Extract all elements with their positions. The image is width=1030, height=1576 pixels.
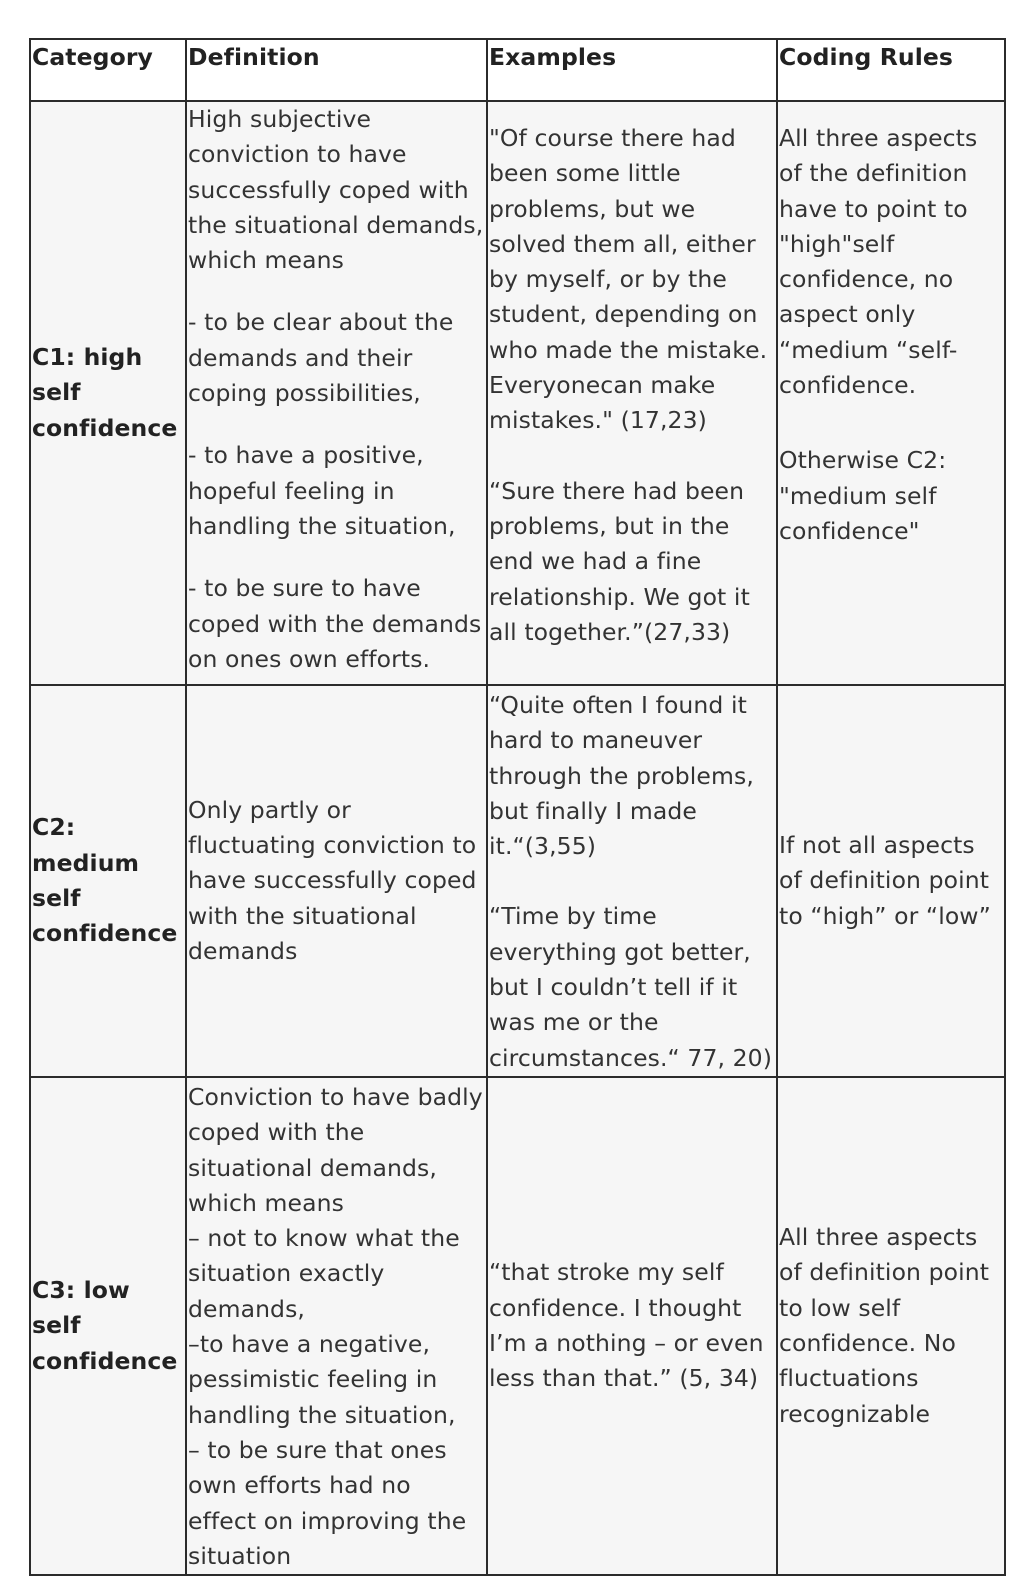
- coding-rule-text: All three aspects of definition point to low self confidence. No fluctuations recognizable: [779, 1223, 990, 1428]
- category-label: C3: low self confidence: [32, 1276, 178, 1375]
- definition-text: Conviction to have badly coped with the situational demands, which means: [188, 1082, 483, 1217]
- table-row: [30, 685, 1005, 1077]
- category-label: C2: medium self confidence: [32, 813, 178, 948]
- definition-text: - to be sure to have coped with the demands on ones own efforts.: [188, 574, 482, 673]
- definition-text: High subjective conviction to have successfully coped with the situational demands, which means: [188, 105, 484, 275]
- example-quote: “Quite often I found it hard to maneuver through the problems, but finally I made it.“(3,55): [489, 691, 754, 861]
- coding-rules-cell: [777, 685, 1005, 1077]
- coding-rule-text: If not all aspects of definition point to “high” or “low”: [779, 831, 991, 930]
- examples-cell: [487, 101, 777, 685]
- header-row: [30, 39, 1005, 101]
- coding-rule-text: Otherwise C2: "medium self confidence": [779, 446, 947, 545]
- coding-rules-cell: [777, 101, 1005, 685]
- header-examples: Examples: [487, 39, 777, 101]
- coding-rule-text: All three aspects of the definition have to point to "high"self confidence, no aspect only “medium “self-confidence.: [779, 124, 978, 400]
- examples-cell: [487, 1077, 777, 1575]
- category-cell: [30, 101, 186, 685]
- example-quote: "Of course there had been some little problems, but we solved them all, either by myself, or by the student, depending on who made the mistake. Everyonecan make mistakes." (17,23): [489, 124, 768, 435]
- example-quote: “that stroke my self confidence. I thought I’m a nothing – or even less than that.” (5, 34): [489, 1258, 764, 1393]
- definition-cell: [186, 1077, 487, 1575]
- examples-cell: [487, 685, 777, 1077]
- coding-table: [29, 38, 1006, 1576]
- example-quote: “Time by time everything got better, but I couldn’t tell if it was me or the circumstances.“ 77, 20): [489, 902, 773, 1072]
- definition-text: – not to know what the situation exactly demands,: [188, 1224, 460, 1323]
- definition-text: - to be clear about the demands and their coping possibilities,: [188, 308, 454, 408]
- table-row: [30, 1077, 1005, 1575]
- example-quote: “Sure there had been problems, but in the end we had a fine relationship. We got it all together.”(27,33): [489, 476, 750, 646]
- definition-text: - to have a positive, hopeful feeling in handling the situation,: [188, 441, 456, 540]
- definition-text: Only partly or fluctuating conviction to have successfully coped with the situational demands: [188, 795, 477, 965]
- coding-rules-cell: [777, 1077, 1005, 1575]
- category-label: C1: high self confidence: [32, 343, 178, 442]
- header-category: Category: [30, 39, 186, 101]
- header-coding-rules: Coding Rules: [777, 39, 1005, 101]
- definition-text: – to be sure that ones own efforts had no effect on improving the situation: [188, 1435, 467, 1570]
- definition-cell: [186, 101, 487, 685]
- definition-cell: [186, 685, 487, 1077]
- definition-text: –to have a negative, pessimistic feeling in handling the situation,: [188, 1330, 456, 1429]
- table-row: [30, 101, 1005, 685]
- category-cell: [30, 685, 186, 1077]
- category-cell: [30, 1077, 186, 1575]
- header-definition: Definition: [186, 39, 487, 101]
